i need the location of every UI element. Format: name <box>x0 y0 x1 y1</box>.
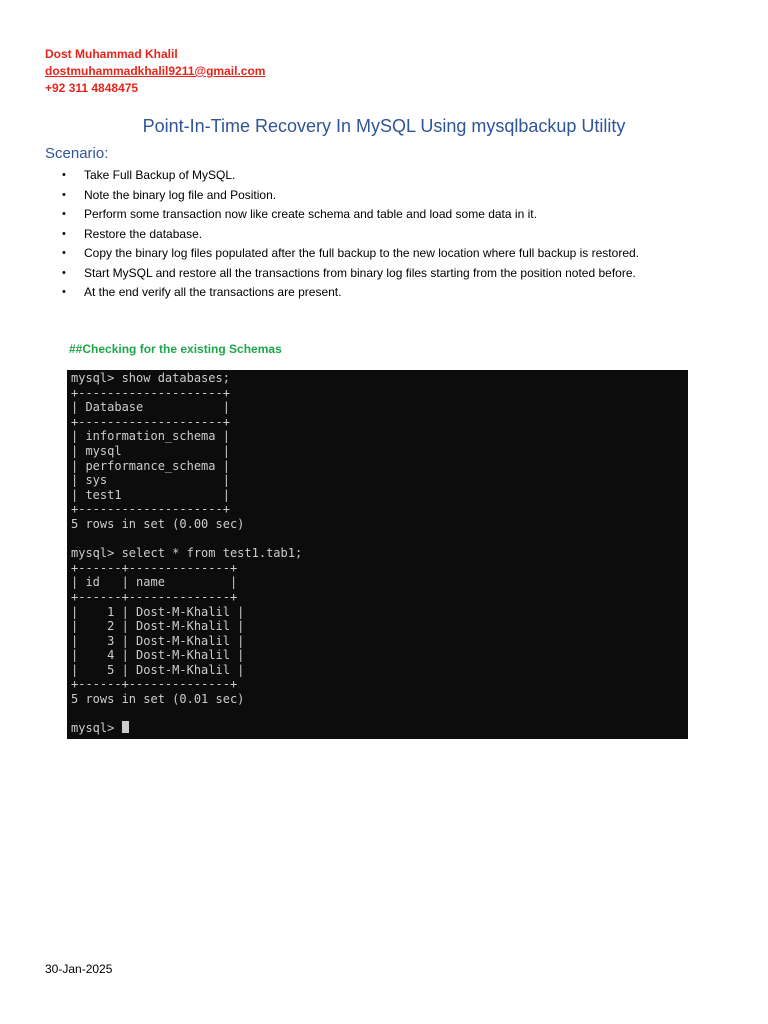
terminal-line: | id | name | <box>71 575 238 590</box>
terminal-line: | test1 | <box>71 487 230 502</box>
bullet-icon: • <box>62 208 66 220</box>
scenario-item-text: Restore the database. <box>84 226 203 241</box>
scenario-item <box>62 225 639 245</box>
scenario-item <box>62 283 639 303</box>
terminal-line: 5 rows in set (0.01 sec) <box>71 692 245 707</box>
author-email-link[interactable]: dostmuhammadkhalil9211@gmail.com <box>45 64 266 78</box>
terminal-line: +--------------------+ <box>71 385 230 400</box>
terminal-line: | 2 | Dost-M-Khalil | <box>71 619 245 634</box>
terminal-line: +--------------------+ <box>71 502 230 517</box>
scenario-item-text: Take Full Backup of MySQL. <box>84 168 236 182</box>
terminal-line: | 4 | Dost-M-Khalil | <box>71 648 245 663</box>
scenario-item <box>62 205 639 225</box>
scenario-list <box>62 166 639 303</box>
terminal-line: mysql> show databases; <box>71 371 230 385</box>
terminal-line: 5 rows in set (0.00 sec) <box>71 516 245 531</box>
scenario-item <box>62 166 639 186</box>
terminal-line: | 3 | Dost-M-Khalil | <box>71 633 245 648</box>
author-name: Dost Muhammad Khalil <box>45 47 178 61</box>
scenario-heading: Scenario: <box>45 145 109 162</box>
scenario-item-text: Start MySQL and restore all the transactions from binary log files starting from the position noted before. <box>84 265 636 280</box>
bullet-icon: • <box>62 227 66 240</box>
bullet-icon: • <box>62 188 66 201</box>
terminal-line: +------+--------------+ <box>71 560 238 575</box>
terminal-cursor-icon <box>122 721 129 733</box>
author-phone: +92 311 4848475 <box>45 81 139 95</box>
scenario-item <box>62 244 639 264</box>
scenario-item-text: At the end verify all the transactions are present. <box>84 285 342 299</box>
terminal-line: | performance_schema | <box>71 458 230 473</box>
terminal-line: | information_schema | <box>71 429 230 444</box>
footer-date: 30-Jan-2025 <box>45 962 113 976</box>
terminal-screenshot <box>67 370 688 739</box>
terminal-line: | mysql | <box>71 443 230 458</box>
bullet-icon: • <box>62 266 66 279</box>
terminal-line: | 1 | Dost-M-Khalil | <box>71 604 245 619</box>
author-block <box>45 46 265 97</box>
terminal-line: +--------------------+ <box>71 414 230 429</box>
scenario-item-text: Note the binary log file and Position. <box>84 187 277 202</box>
scenario-item <box>62 186 639 206</box>
scenario-item <box>62 264 639 284</box>
bullet-icon: • <box>62 247 66 259</box>
terminal-line: +------+--------------+ <box>71 589 238 604</box>
section-heading: ##Checking for the existing Schemas <box>69 342 282 356</box>
terminal-prompt: mysql> <box>71 721 122 736</box>
terminal-line: | sys | <box>71 473 230 488</box>
terminal-line: | 5 | Dost-M-Khalil | <box>71 662 245 677</box>
terminal-line: +------+--------------+ <box>71 677 238 692</box>
bullet-icon: • <box>62 169 66 181</box>
bullet-icon: • <box>62 286 66 298</box>
terminal-line: mysql> select * from test1.tab1; <box>71 546 303 561</box>
document-title: Point-In-Time Recovery In MySQL Using mysqlbackup Utility <box>142 116 626 136</box>
terminal-output <box>71 371 684 736</box>
scenario-item-text: Perform some transaction now like create schema and table and load some data in it. <box>84 207 537 221</box>
terminal-line: | Database | <box>71 400 230 415</box>
scenario-item-text: Copy the binary log files populated after the full backup to the new location where full backup is restored. <box>84 246 639 260</box>
